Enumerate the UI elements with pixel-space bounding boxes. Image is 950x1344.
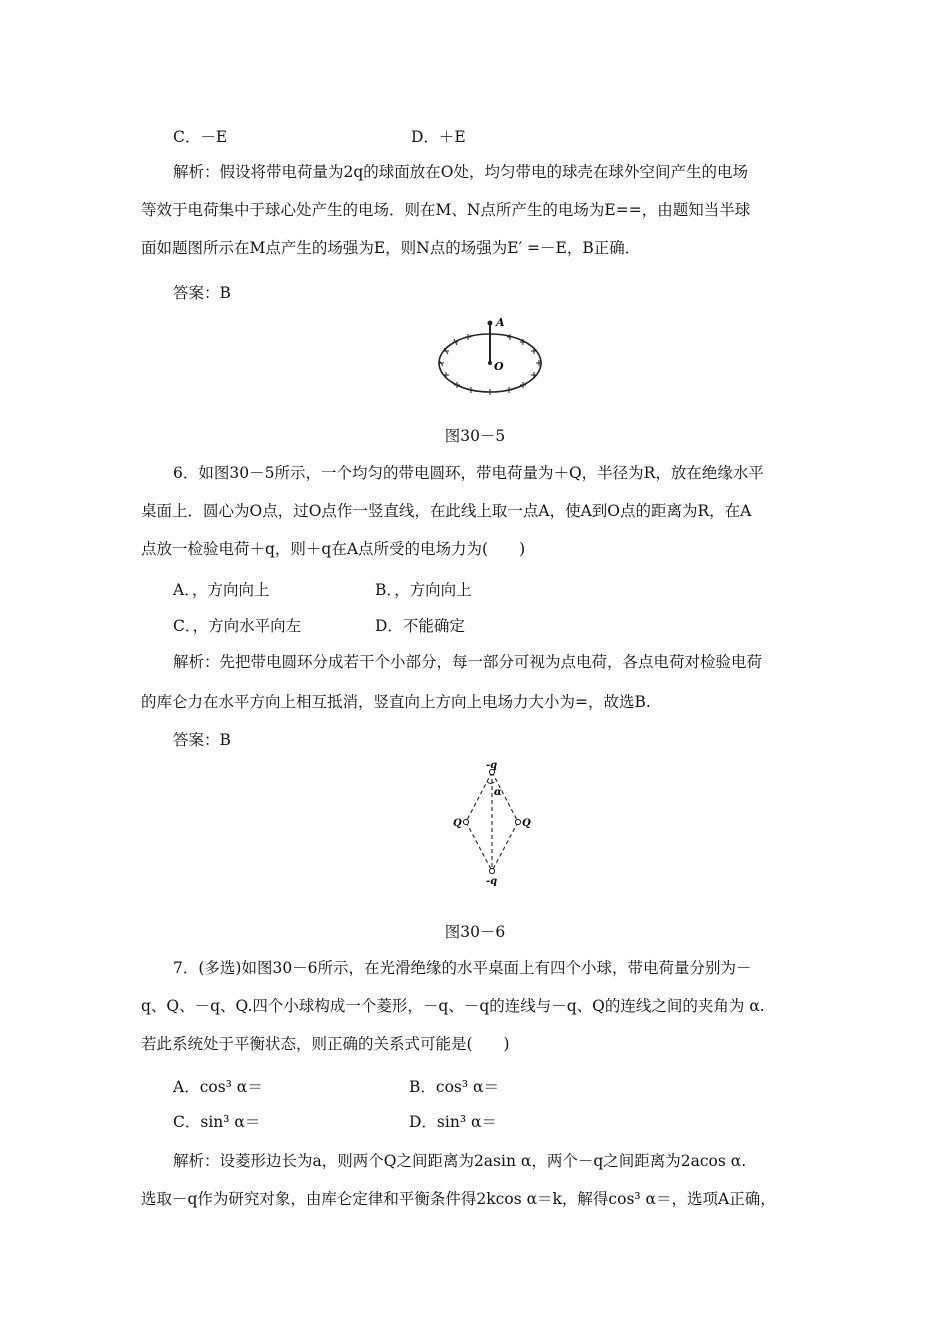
q5-answer: 答案：B <box>173 284 231 302</box>
q6-option-a: A．，方向向上 <box>173 581 270 599</box>
q7-analysis-line-1: 解析：设菱形边长为a，则两个Q之间距离为2asin α，两个－q之间距离为2acos α. <box>173 1152 747 1170</box>
q6-analysis-line-1: 解析：先把带电圆环分成若干个小部分，每一部分可视为点电荷，各点电荷对检验电荷 <box>173 653 763 671</box>
q6-option-c: C．，方向水平向左 <box>173 617 302 635</box>
q5-analysis-line-2: 等效于电荷集中于球心处产生的电场．则在M、N点所产生的电场为E==，由题知当半球 <box>141 201 751 219</box>
q7-option-b: B．cos³ α＝ <box>409 1078 499 1096</box>
figure-30-6-caption: 图30－6 <box>444 923 506 941</box>
fig5-label-a: A <box>496 316 505 329</box>
figure-30-5-caption: 图30－5 <box>444 427 506 445</box>
q7-stem-line-2: q、Q、－q、Q.四个小球构成一个菱形，－q、－q的连线与－q、Q的连线之间的夹角为 α. <box>141 997 765 1015</box>
q6-analysis-line-2: 的库仑力在水平方向上相互抵消，竖直向上方向上电场力大小为=，故选B. <box>141 693 651 711</box>
fig6-label-alpha: α <box>494 787 502 798</box>
q5-analysis-line-3: 面如题图所示在M点产生的场强为E，则N点的场强为E′ =－E，B正确． <box>141 239 641 257</box>
fig6-label-top: -q <box>486 760 498 771</box>
figure-30-5-ring <box>430 312 550 402</box>
fig6-label-right: Q <box>522 818 531 829</box>
q6-option-d: D．不能确定 <box>375 617 465 635</box>
q6-stem-line-3: 点放一检验电荷＋q，则＋q在A点所受的电场力为( ) <box>141 540 526 558</box>
q6-option-b: B．，方向向上 <box>375 581 472 599</box>
q6-stem-line-2: 桌面上．圆心为O点，过O点作一竖直线，在此线上取一点A，使A到O点的距离为R，在A <box>141 502 752 520</box>
fig6-label-bottom: -q <box>486 876 498 887</box>
q7-option-c: C．sin³ α＝ <box>173 1113 261 1131</box>
q5-option-c: C．－E <box>173 128 228 146</box>
q7-stem-line-1: 7．(多选)如图30－6所示，在光滑绝缘的水平桌面上有四个小球，带电荷量分别为－ <box>173 959 752 977</box>
q7-option-a: A．cos³ α＝ <box>173 1078 263 1096</box>
fig5-label-o: O <box>494 360 504 373</box>
figure-30-6-rhombus <box>445 758 545 888</box>
q7-analysis-line-2: 选取－q作为研究对象，由库仑定律和平衡条件得2kcos α＝k，解得cos³ α＝，选项A正确， <box>141 1190 776 1208</box>
q7-stem-line-3: 若此系统处于平衡状态，则正确的关系式可能是( ) <box>141 1035 510 1053</box>
q7-option-d: D．sin³ α＝ <box>409 1113 497 1131</box>
q6-answer: 答案：B <box>173 731 231 749</box>
q5-option-d: D．＋E <box>411 128 466 146</box>
q5-analysis-line-1: 解析：假设将带电荷量为2q的球面放在O处，均匀带电的球壳在球外空间产生的电场 <box>173 163 748 181</box>
q6-stem-line-1: 6．如图30－5所示，一个均匀的带电圆环，带电荷量为＋Q，半径为R，放在绝缘水平 <box>173 464 764 482</box>
fig6-label-left: Q <box>453 818 462 829</box>
